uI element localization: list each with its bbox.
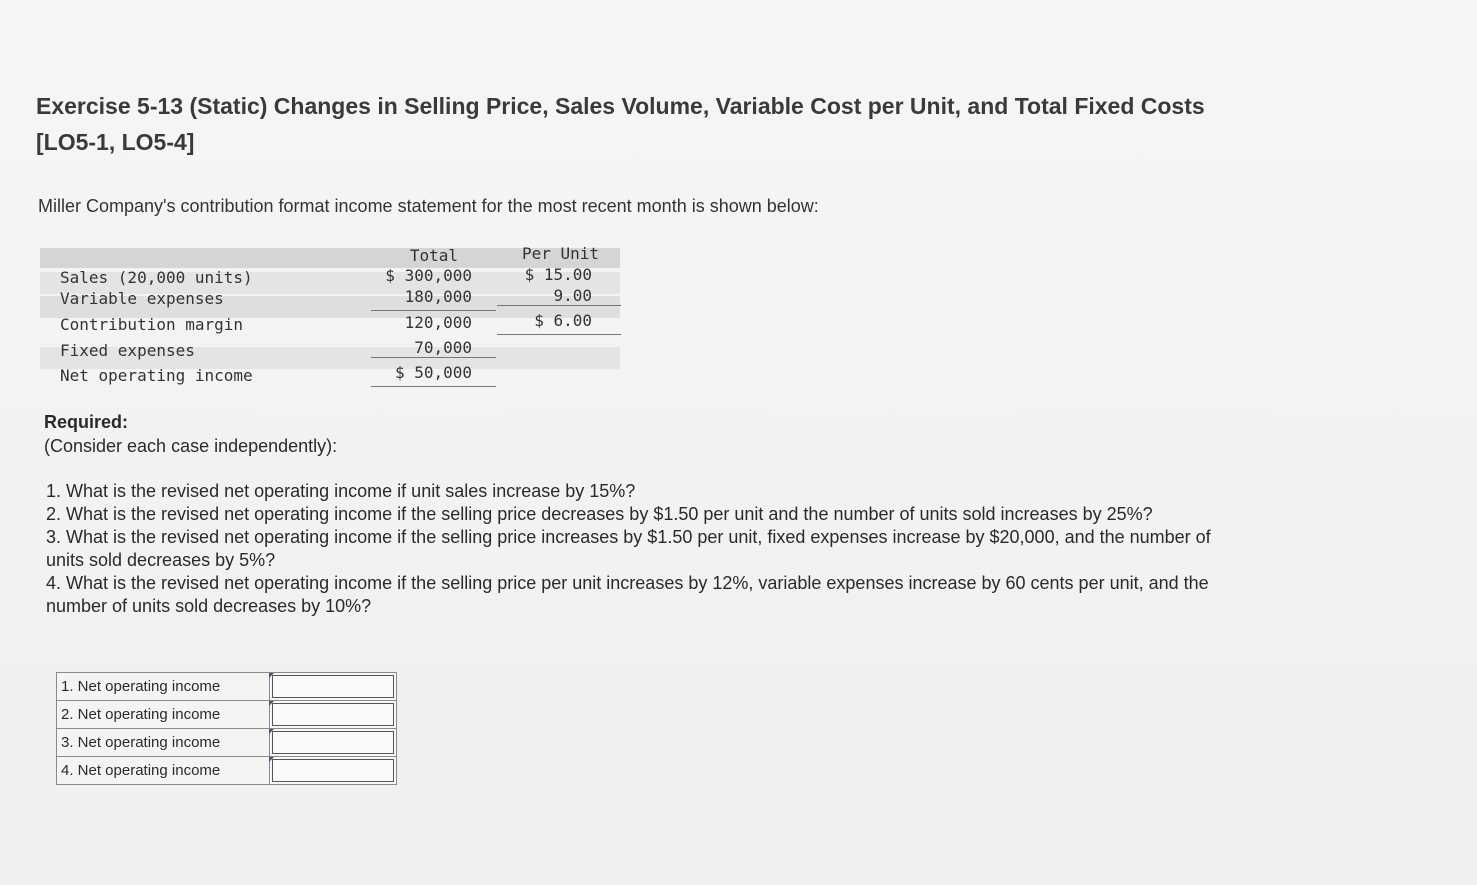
row-label-variable-expenses: Variable expenses bbox=[60, 289, 224, 308]
answer-row bbox=[57, 673, 397, 701]
row-unit-contribution-margin: $ 6.00 bbox=[534, 311, 592, 330]
question-list bbox=[46, 480, 1246, 618]
required-subheading: (Consider each case independently): bbox=[44, 436, 338, 456]
answer-input-1[interactable] bbox=[272, 675, 394, 698]
question-4: 4. What is the revised net operating income if the selling price per unit increases by 12%, variable expenses increase by 60 cents per unit, and the number of units sold decreases by 10%? bbox=[46, 573, 1209, 616]
answer-input-4[interactable] bbox=[272, 759, 394, 782]
total-underline-fixed bbox=[371, 357, 496, 358]
row-total-sales: $ 300,000 bbox=[385, 266, 472, 285]
row-label-contribution-margin: Contribution margin bbox=[60, 315, 244, 334]
answer-input-3[interactable] bbox=[272, 731, 394, 754]
answer-cell-2 bbox=[270, 701, 397, 729]
answer-row bbox=[57, 729, 397, 757]
row-total-contribution-margin: 120,000 bbox=[404, 313, 472, 332]
unit-underline-variable bbox=[497, 305, 621, 306]
column-header-total: Total bbox=[409, 246, 458, 265]
answer-cell-3 bbox=[270, 729, 397, 757]
question-1: 1. What is the revised net operating income if unit sales increase by 15%? bbox=[46, 481, 636, 501]
answer-label-2: 2. Net operating income bbox=[57, 701, 270, 729]
input-marker-icon bbox=[269, 701, 274, 706]
answer-row bbox=[57, 701, 397, 729]
question-3: 3. What is the revised net operating income if the selling price increases by $1.50 per unit, fixed expenses increase by $20,000, and the number of units sold decreases by 5%? bbox=[46, 527, 1211, 570]
column-header-per-unit: Per Unit bbox=[521, 244, 599, 263]
exercise-title: Exercise 5-13 (Static) Changes in Selling Price, Sales Volume, Variable Cost per Unit, and Total Fixed Costs [LO5-1, LO5-4] bbox=[36, 93, 1205, 155]
answer-row bbox=[57, 757, 397, 785]
answer-label-1: 1. Net operating income bbox=[57, 673, 270, 701]
answer-label-3: 3. Net operating income bbox=[57, 729, 270, 757]
question-2: 2. What is the revised net operating income if the selling price decreases by $1.50 per unit and the number of units sold increases by 25%? bbox=[46, 504, 1153, 524]
answer-cell-4 bbox=[270, 757, 397, 785]
row-total-fixed-expenses: 70,000 bbox=[414, 338, 472, 357]
income-statement-table bbox=[40, 244, 625, 394]
row-unit-variable-expenses: 9.00 bbox=[553, 286, 592, 305]
input-marker-icon bbox=[269, 673, 274, 678]
required-heading: Required: bbox=[44, 412, 129, 432]
row-total-variable-expenses: 180,000 bbox=[404, 287, 472, 306]
row-label-net-operating-income: Net operating income bbox=[60, 366, 253, 385]
total-underline-net bbox=[371, 386, 496, 387]
row-label-fixed-expenses: Fixed expenses bbox=[60, 341, 195, 360]
total-underline-variable bbox=[371, 310, 496, 311]
unit-underline-contribution bbox=[497, 334, 621, 335]
input-marker-icon bbox=[269, 729, 274, 734]
row-total-net-operating-income: $ 50,000 bbox=[394, 363, 472, 382]
input-marker-icon bbox=[269, 757, 274, 762]
row-label-sales: Sales (20,000 units) bbox=[60, 268, 253, 287]
answer-input-2[interactable] bbox=[272, 703, 394, 726]
answer-table bbox=[56, 672, 397, 785]
row-unit-sales: $ 15.00 bbox=[524, 265, 592, 284]
exercise-intro: Miller Company's contribution format income statement for the most recent month is shown below: bbox=[38, 196, 819, 216]
answer-label-4: 4. Net operating income bbox=[57, 757, 270, 785]
answer-cell-1 bbox=[270, 673, 397, 701]
